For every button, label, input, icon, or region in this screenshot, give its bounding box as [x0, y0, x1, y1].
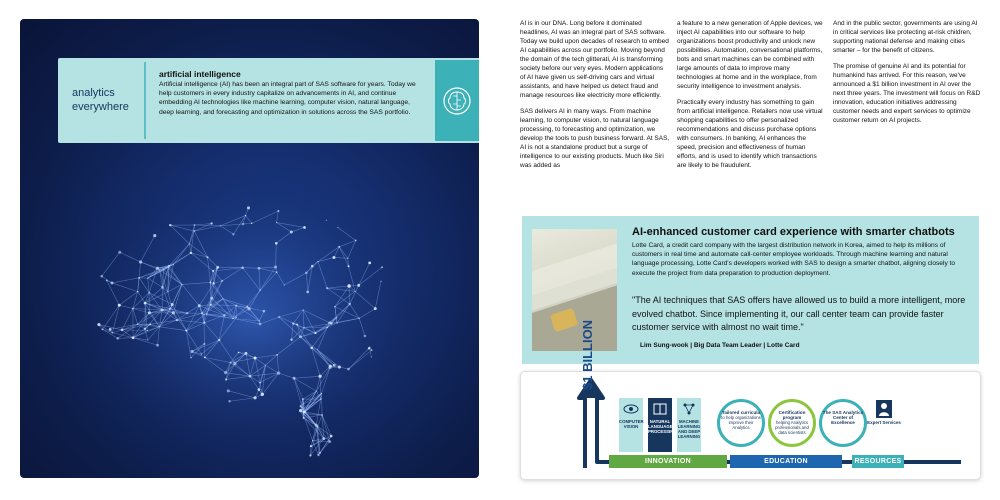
network-node — [172, 311, 175, 314]
paragraph: SAS delivers AI in many ways. From machine learning, to computer vision, to natural language processing, to forecasting and optimization, we develop the tools to push business forward. At SAS, AI is not a standalone product but a surge of intelligence to our existing products. Much like Siri was added as — [520, 108, 670, 169]
network-node — [156, 267, 159, 270]
innovation-band: INNOVATION — [609, 455, 727, 468]
network-node — [242, 223, 245, 226]
network-node — [206, 256, 208, 258]
network-node — [292, 322, 294, 324]
network-node — [147, 278, 148, 279]
network-node — [118, 251, 121, 254]
network-node — [306, 291, 309, 294]
network-node — [300, 405, 302, 407]
network-node — [320, 398, 322, 400]
eye-icon — [623, 401, 639, 417]
network-node — [224, 371, 227, 374]
brain-icon — [435, 60, 479, 141]
network-node — [369, 347, 371, 349]
network-node — [168, 265, 170, 267]
network-node — [247, 307, 250, 310]
circle-heading: The SAS Analytics Center of Excellence — [822, 410, 864, 425]
network-node — [249, 375, 252, 378]
network-node — [296, 324, 298, 326]
network-node — [198, 304, 201, 307]
credit-card-photo — [532, 229, 617, 351]
certification-circle — [768, 399, 816, 447]
network-node — [335, 317, 337, 319]
resource-label: Expert Services — [867, 420, 901, 425]
network-node — [218, 339, 220, 341]
network-node — [181, 284, 182, 285]
network-node — [355, 291, 356, 292]
network-node — [223, 314, 225, 316]
network-node — [312, 440, 313, 441]
network-node — [333, 364, 336, 367]
divider — [144, 62, 146, 139]
paragraph: Practically every industry has something to gain from artificial intelligence. Retailers now use virtual shopping capabilities to offer personalized recommendations and discuss purchase options with consumers. In banking, AI enhances the speed, precision and effectiveness of human efforts, and is used to identify which transactions are likely to be fraudulent. — [677, 99, 823, 169]
network-node — [302, 398, 304, 400]
network-node — [381, 266, 383, 268]
circle-text: to help organizations improve their Analytics — [721, 415, 761, 430]
network-node — [265, 365, 266, 366]
network-node — [299, 409, 302, 412]
network-node — [220, 225, 221, 226]
network-node — [121, 329, 124, 332]
network-node — [274, 266, 277, 269]
network-node — [305, 271, 308, 274]
network-node — [169, 224, 171, 226]
network-node — [132, 336, 135, 339]
network-node — [380, 281, 381, 282]
network-node — [348, 303, 350, 305]
resources-band: RESOURCES — [852, 455, 904, 468]
network-node — [190, 357, 191, 358]
network-node — [303, 327, 305, 329]
network-node — [100, 275, 103, 278]
network-node — [374, 307, 377, 310]
network-node — [190, 252, 193, 255]
center-of-excellence-circle — [819, 399, 867, 447]
network-node — [171, 303, 174, 306]
network-node — [261, 393, 264, 396]
network-node — [322, 437, 325, 440]
network-node — [201, 353, 202, 354]
network-node — [347, 368, 350, 371]
circle-text: helping Analytics professionals and data scientists — [775, 420, 809, 435]
network-node — [112, 332, 114, 334]
network-node — [278, 316, 280, 318]
network-node — [258, 388, 261, 391]
network-node — [253, 396, 256, 399]
network-node — [328, 321, 331, 324]
network-node — [144, 302, 147, 305]
network-node — [241, 266, 244, 269]
network-node — [290, 230, 293, 233]
network-node — [229, 362, 231, 364]
ai-header-box — [58, 58, 479, 143]
education-band: EDUCATION — [730, 455, 842, 468]
network-node — [303, 413, 304, 414]
network-node — [301, 406, 303, 408]
network-node — [228, 400, 230, 402]
network-node — [371, 349, 373, 351]
network-node — [276, 354, 278, 356]
network-node — [338, 246, 340, 248]
investment-amount: $1 BILLION — [580, 319, 595, 390]
network-node — [233, 362, 236, 365]
network-node — [258, 267, 261, 270]
tile-label: MACHINE LEARNING AND DEEP LEARNING — [677, 419, 701, 439]
ai-title: artificial intelligence — [159, 69, 241, 79]
network-node — [236, 317, 237, 318]
curricula-circle — [717, 399, 765, 447]
network-node — [338, 365, 341, 368]
network-node — [209, 281, 211, 283]
tile-label: COMPUTER VISION — [619, 419, 644, 429]
network-node — [316, 391, 317, 392]
network-node — [159, 269, 160, 270]
ai-description: Artificial intelligence (AI) has been an integral part of SAS software for years. Today we help customers in every industry capitalize on advancements in AI, and continue embedding AI technologies like machine learning, computer vision, natural language, deep learning, and forecasting and optimization in solutions across the SAS portfolio. — [159, 81, 416, 116]
network-node — [132, 307, 134, 309]
network-node — [204, 357, 206, 359]
network-node — [111, 281, 114, 284]
network-node — [315, 424, 318, 427]
network-node — [258, 320, 260, 322]
network-node — [347, 258, 348, 259]
computer-vision-tile — [619, 398, 643, 452]
network-node — [221, 280, 223, 282]
network-node — [238, 352, 240, 354]
network-node — [139, 260, 142, 263]
network-node — [317, 261, 318, 262]
network-node — [275, 242, 278, 245]
network-node — [203, 322, 205, 324]
network-node — [276, 222, 277, 223]
network-node — [263, 310, 266, 313]
network-node — [185, 330, 187, 332]
network-node — [246, 306, 248, 308]
expert-services-tile — [867, 398, 901, 448]
network-node — [137, 291, 138, 292]
network-node — [326, 287, 328, 289]
text-column-2 — [677, 19, 827, 177]
network-node — [303, 309, 304, 310]
tile-label: NATURAL LANGUAGE PROCESSING — [648, 419, 677, 434]
network-node — [203, 343, 205, 345]
network-node — [348, 265, 350, 267]
network-node — [168, 267, 169, 268]
network-node — [364, 335, 367, 338]
network-node — [326, 326, 328, 328]
network-node — [321, 393, 322, 394]
network-node — [259, 382, 261, 384]
network-node — [227, 389, 230, 392]
network-node — [303, 417, 305, 419]
network-node — [371, 356, 372, 357]
network-node — [336, 322, 337, 323]
network-node — [148, 311, 151, 314]
network-node — [303, 226, 306, 229]
network-node — [254, 357, 257, 360]
network-node — [357, 284, 360, 287]
network-node — [189, 243, 190, 244]
network-node — [251, 223, 252, 224]
book-icon — [652, 401, 668, 417]
network-node — [232, 318, 233, 319]
network-node — [310, 445, 312, 447]
network-node — [193, 230, 195, 232]
network-node — [186, 312, 188, 314]
network-node — [216, 266, 219, 269]
network-node — [212, 270, 214, 272]
network-node — [319, 452, 321, 454]
circle-heading: Tailored curricula — [721, 410, 761, 415]
network-node — [138, 277, 140, 279]
network-node — [206, 313, 208, 315]
network-node — [317, 349, 318, 350]
network-node — [334, 306, 336, 308]
network-node — [326, 220, 327, 221]
person-icon — [876, 400, 892, 418]
network-node — [303, 411, 305, 413]
network-node — [97, 323, 100, 326]
network-node — [284, 284, 285, 285]
network-node — [144, 328, 146, 330]
network-node — [311, 265, 314, 268]
nlp-tile — [648, 398, 677, 452]
network-node — [163, 269, 164, 270]
network-node — [225, 378, 227, 380]
machine-learning-tile — [677, 398, 701, 452]
network-node — [245, 215, 246, 216]
case-body: Lotte Card, a credit card company with the largest distribution network in Korea, aimed to help its millions of customers in real time and automate call-center employee workloads. Through machine learning and natural language processing, Lotte Card's developers worked with SAS to design a smarter chatbot, aligning closely to execute the project from data preparation to production deployment. — [632, 242, 956, 277]
case-title: AI-enhanced customer card experience with smarter chatbots — [632, 226, 955, 238]
network-node — [368, 261, 371, 264]
network-node — [290, 339, 292, 341]
network-node — [277, 371, 280, 374]
network-node — [245, 352, 248, 355]
quote-attribution: Lim Sung-wook | Big Data Team Leader | Lotte Card — [640, 342, 800, 349]
network-node — [169, 307, 172, 310]
network-node — [150, 323, 152, 325]
network-node — [247, 206, 250, 209]
network-node — [153, 234, 156, 237]
network-node — [156, 344, 159, 347]
network-node — [328, 440, 331, 443]
network-node — [211, 222, 213, 224]
paragraph: And in the public sector, governments are using AI in critical services like protecting at-risk children, supporting national defense and making cities smarter – for the benefit of citizens. — [833, 20, 978, 54]
network-node — [259, 289, 261, 291]
case-quote: "The AI techniques that SAS offers have allowed us to build a more intelligent, more evolved chatbot. Since implementing it, our call center team can provide faster customer service with almost no wait time." — [632, 295, 966, 332]
network-node — [318, 375, 321, 378]
network-node — [212, 282, 214, 284]
paragraph: a feature to a new generation of Apple devices, we inject AI capabilities into our software to help organizations boost productivity and unlock new possibilities. Automation, conversational platforms, bots and smart machines can be combined with large amounts of data to improve many technologies at home and in the workplace, from security intelligence to investment analysis. — [677, 20, 823, 90]
network-node — [201, 312, 203, 314]
network-node — [161, 286, 164, 289]
network-node — [190, 350, 193, 353]
network-node — [137, 323, 138, 324]
text-column-3 — [833, 19, 981, 132]
network-node — [333, 256, 336, 259]
network-node — [203, 314, 204, 315]
network-node — [355, 240, 357, 242]
network-node — [277, 210, 279, 212]
network-node — [293, 377, 296, 380]
network-node — [347, 284, 350, 287]
text-column-1 — [520, 19, 670, 177]
network-node — [148, 292, 150, 294]
network-node — [317, 454, 319, 456]
network-node — [210, 297, 213, 300]
network-node — [118, 304, 121, 307]
network-node — [116, 337, 118, 339]
section-label: analytics everywhere — [72, 87, 129, 113]
network-node — [106, 280, 108, 282]
network-node — [161, 308, 164, 311]
network-node — [147, 340, 148, 341]
network-node — [173, 264, 174, 265]
network-node — [299, 335, 302, 338]
network-icon — [681, 401, 697, 417]
network-node — [321, 414, 323, 416]
network-node — [147, 330, 148, 331]
network-node — [259, 323, 262, 326]
network-node — [102, 329, 104, 331]
paragraph: AI is in our DNA. Long before it dominated headlines, AI was an integral part of SAS software. Today we build upon decades of research to embed AI capabilities across our portfolio. Moving beyond the domain of the tech glitterati, AI is transforming society before our very eyes. Modern applications of AI have given us self-driving cars and virtual assistants, and have helped us detect fraud and manage resources like electricity more efficiently. — [520, 20, 669, 99]
network-node — [310, 347, 313, 350]
network-node — [167, 291, 168, 292]
network-node — [223, 298, 224, 299]
network-node — [309, 454, 311, 456]
network-node — [210, 304, 212, 306]
network-node — [159, 326, 160, 327]
brain-visual-panel — [20, 19, 479, 478]
network-node — [358, 317, 360, 319]
paragraph: The promise of genuine AI and its potential for humankind has arrived. For this reason, we've announced a $1 billion investment in AI over the next three years. The investment will focus on R&D innovation, education initiatives addressing customer needs and expert services to optimize customer return on AI projects. — [833, 63, 981, 124]
network-node — [276, 271, 278, 273]
network-node — [337, 227, 338, 228]
network-node — [176, 319, 178, 321]
network-node — [329, 365, 332, 368]
network-node — [235, 305, 237, 307]
network-node — [109, 328, 112, 331]
circle-heading: Certification program — [778, 410, 806, 420]
network-node — [232, 233, 234, 235]
network-node — [314, 332, 316, 334]
network-node — [330, 435, 333, 438]
network-node — [194, 224, 196, 226]
